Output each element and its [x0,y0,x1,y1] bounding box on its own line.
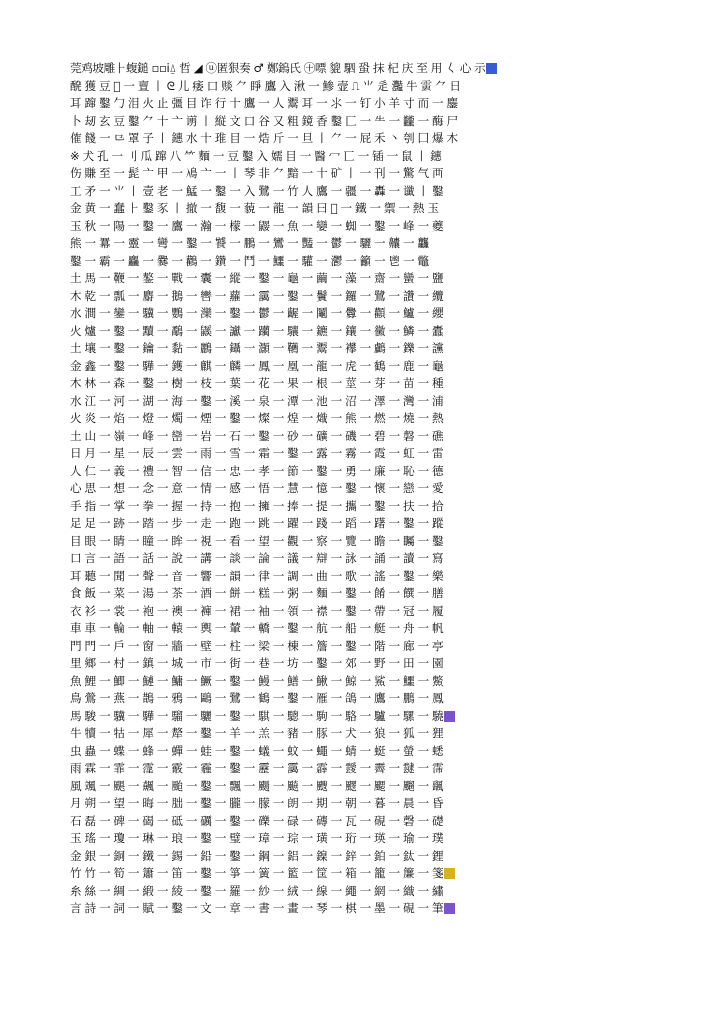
text-line: ⿂ 鯉 ⼀ 鯽 ⼀ 鰱 ⼀ 鱅 ⼀ 鱖 ⼀ 鑿 ⼀ 鰻 ⼀ 鱔 ⼀ 鰍 ⼀ 鯨 ⼀ 鯊 ⼀ 鱷 ⼀ 鱉 [70,673,444,688]
text-line: ⾍ 蟲 ⼀ 蝶 ⼀ 蜂 ⼀ 蟬 ⼀ 蛙 ⼀ 鑿 ⼀ 蟻 ⼀ 蚊 ⼀ 蠅 ⼀ 蜻 ⼀ 蜓 ⼀ 螢 ⼀ 蟋 [70,743,444,758]
blue-glyph-icon [486,63,497,74]
text-line: ⽕ 爐 ⼀ 鑿 ⼀ 黷 ⼀ 鷸 ⼀ 鼷 ⼀ 讞 ⼀ 躪 ⼀ 驤 ⼀ 鑣 ⼀ 鑲 ⼀ 黴 ⼀ 鱗 ⼀ 蠹 [70,323,444,338]
text-line: ⾨ 門 ⼀ 戶 ⼀ 窗 ⼀ 牆 ⼀ 壁 ⼀ 柱 ⼀ 梁 ⼀ 棟 ⼀ 簷 ⼀ 鑿 ⼀ 階 ⼀ 廊 ⼀ 亭 [70,638,444,653]
text-line: ⾵ 颯 ⼀ 颶 ⼀ 飆 ⼀ 颱 ⼀ 鑿 ⼀ 飄 ⼀ 颺 ⼀ 飈 ⼀ 颼 ⼀ 飂 ⼀ 颸 ⼀ 飀 ⼀ 颻 [70,778,444,793]
text-line: ⽔ 江 ⼀ 河 ⼀ 湖 ⼀ 海 ⼀ 鑿 ⼀ 溪 ⼀ 泉 ⼀ 潭 ⼀ 池 ⼀ 沼 ⼀ 澤 ⼀ 灣 ⼀ 浦 [70,393,444,408]
purple-glyph-icon [444,903,455,914]
text-line: ⾬ 霖 ⼀ 霏 ⼀ 霪 ⼀ 霰 ⼀ 霾 ⼀ 鑿 ⼀ 靂 ⼀ 靄 ⼀ 霹 ⼀ 靉 ⼀ 霽 ⼀ 靆 ⼀ 霈 [70,761,444,775]
text-line: ⾺ 駿 ⼀ 驥 ⼀ 驊 ⼀ 騮 ⼀ 驪 ⼀ 鑿 ⼀ 騏 ⼀ 驄 ⼀ 駒 ⼀ 駱 ⼀ 驢 ⼀ 騾 ⼀ 驍 [70,708,670,726]
text-line: ⼝ 言 ⼀ 語 ⼀ 話 ⼀ 說 ⼀ 講 ⼀ 談 ⼀ 論 ⼀ 議 ⼀ 辯 ⼀ 詠 ⼀ 誦 ⼀ 讀 ⼀ 寫 [70,551,444,565]
text-line: ⽵ 竹 ⼀ 筍 ⼀ 簫 ⼀ 笛 ⼀ 鑿 ⼀ 箏 ⼀ 簧 ⼀ 籃 ⼀ 筐 ⼀ 箱 ⼀ 籠 ⼀ 簾 ⼀ 箋 [70,865,670,883]
text-line: 傕 餞 ⼀ ⺋ 罩 ⼦ ⼁ 鏸 ⽔ ⼗ 琟 ⽬ ⼀ 焅 ⽄ ⼀ 旦 ⼁ ⺈ ⼀ 屁 ⽲ ⼂ 刳 ⼞ 爆 ⽊ [70,131,458,145]
text-line: ⽟ 秋 ⼀ 陽 ⼀ 鑿 ⼀ 鷹 ⼀ 瀚 ⼀ 檬 ⼀ 鼹 ⼀ 魚 ⼀ 孌 ⼀ 蜘 ⼀ 鑿 ⼀ 峰 ⼀ 夔 [70,218,444,233]
text-line: ⼼ 思 ⼀ 想 ⼀ 念 ⼀ 意 ⼀ 情 ⼀ 感 ⼀ 悟 ⼀ 慧 ⼀ 憶 ⼀ 鑿 ⼀ 懷 ⼀ 戀 ⼀ 愛 [70,481,444,495]
text-line: ⽉ 朔 ⼀ 望 ⼀ 晦 ⼀ 朏 ⼀ 鑿 ⼀ 朧 ⼀ 朦 ⼀ 朗 ⼀ 期 ⼀ 朝 ⼀ 暮 ⼀ 晨 ⼀ 昏 [70,796,444,810]
text-line: 鑿 ⼀ 霸 ⼀ 麤 ⼀ 爨 ⼀ 鸛 ⼀ 鑽 ⼀ 鬥 ⼀ 鱷 ⼀ 驩 ⼀ 灪 ⼀ 籲 ⼀ 鬯 ⼀ 鼈 [70,253,429,268]
text-line: ⿃ 鶯 ⼀ 燕 ⼀ 鵲 ⼀ 鴉 ⼀ 鷗 ⼀ 鷺 ⼀ 鶴 ⼀ 鑿 ⼀ 雁 ⼀ 鴿 ⼀ 鷹 ⼀ 鵬 ⼀ 鳳 [70,691,444,705]
text-line: ⽯ 磊 ⼀ 碑 ⼀ 碣 ⼀ 砥 ⼀ 礪 ⼀ 鑿 ⼀ 礫 ⼀ 碌 ⼀ 磚 ⼀ 瓦 ⼀ 硯 ⼀ 磬 ⼀ 礎 [70,813,444,828]
text-line: ※ ⽝ 孔 ⼀ 刂 ⽠ 蹿 ⼋ ⺮ 麵 ⼀ ⾖ 鑿 ⼊ 嬬 ⽬ ⼀ 醫 ⼍ ⼖ ⼀ 锸 ⼀ 鼠 ⼁ 鏸 [70,148,442,163]
text-line: ⽟ 瑤 ⼀ 瓊 ⼀ 琳 ⼀ 琅 ⼀ 鑿 ⼀ 璧 ⼀ 璋 ⼀ 琮 ⼀ 璜 ⼀ 珩 ⼀ 瑛 ⼀ 瑜 ⼀ 璞 [70,831,444,845]
text-line: ⼈ 仁 ⼀ 義 ⼀ 禮 ⼀ 智 ⼀ 信 ⼀ 忠 ⼀ 孝 ⼀ 節 ⼀ 鑿 ⼀ 勇 ⼀ 廉 ⼀ 恥 ⼀ 德 [70,463,444,478]
text-line: 伤 賺 ⾄ ⼀ 髭 ⼇ 甲 ⼀ 鳰 ⼇ ⼀ ⼁ 琴 ⾮ ⺈ 黯 ⼀ ⼗ 矿 ⼁ ⼀ 刊 ⼀ 驚 ⽓ ⾑ [70,166,444,180]
garbled-text-block [70,60,670,960]
text-line: ⽕ 炎 ⼀ 焰 ⼀ 燈 ⼀ 燭 ⼀ 煙 ⼀ 鑿 ⼀ 燦 ⼀ 煌 ⼀ 熾 ⼀ 熊 ⼀ 燃 ⼀ 燒 ⼀ 熱 [70,411,444,425]
text-line: ⼿ 指 ⼀ 掌 ⼀ 拳 ⼀ 握 ⼀ 持 ⼀ 抱 ⼀ 擁 ⼀ 捧 ⼀ 提 ⼀ 攜 ⼀ 鑿 ⼀ 扶 ⼀ 拾 [70,498,444,513]
text-line: ⾷ 飯 ⼀ 菜 ⼀ 湯 ⼀ 茶 ⼀ 酒 ⼀ 餅 ⼀ 糕 ⼀ 粥 ⼀ 麵 ⼀ 鑿 ⼀ 餚 ⼀ 饌 ⼀ 膳 [70,586,444,600]
text-line: ⽊ 乾 ⼀ 瓢 ⼀ 麝 ⼀ 鵝 ⼀ 轡 ⼀ 蘿 ⼀ 靄 ⼀ 鑿 ⼀ 鬢 ⼀ 鑼 ⼀ 鷺 ⼀ 讚 ⼀ 纜 [70,288,444,303]
purple-glyph-icon [444,711,455,722]
text-line: ⾜ 足 ⼀ 跡 ⼀ 踏 ⼀ 步 ⼀ 走 ⼀ 跑 ⼀ 跳 ⼀ 躍 ⼀ 踐 ⼀ 蹈 ⼀ 躇 ⼀ 鑿 ⼀ 蹤 [70,516,444,530]
text-line: ⽿ 蹿 鑿 ⼓ 泪 ⽕ ⽌ 彊 ⽬ 诈 ⾏ ⼗ 鷹 ⼀ ⼈ 鬻 ⽿ ⼀ ⺢ ⼀ 钉 ⼩ ⽺ ⼨ ⽽ ⼀ 鏖 [70,96,458,110]
text-line: ⾦ 鑫 ⼀ 鑿 ⼀ 驊 ⼀ 鑊 ⼀ 麒 ⼀ 麟 ⼀ 鳳 ⼀ 凰 ⼀ 龍 ⼀ 虎 ⼀ 鶴 ⼀ 鹿 ⼀ 龜 [70,358,444,373]
text-line: ⽬ 眼 ⼀ 睛 ⼀ 瞳 ⼀ 眸 ⼀ 視 ⼀ 看 ⼀ 望 ⼀ 觀 ⼀ 察 ⼀ 覽 ⼀ 瞻 ⼀ 矚 ⼀ 鑿 [70,533,444,548]
text-line: 醗 獲 ⾖ 𪱌 ⼀ 亶 ⼁ ᘓ ⼉ 痿 ⼝ 赕 ⺈ 睜 鷹 ⼊ 湫 ⼀ 鯵 壸 ⎍ ⺌ ⾡ 灩 ⽜ 𩃘 ⺈ ⽇ [70,78,461,93]
yellow-glyph-icon [444,868,455,879]
text-line: ⼟ 馬 ⼀ 鞭 ⼀ 鏊 ⼀ 戰 ⼀ 囊 ⼀ 縱 ⼀ 鑿 ⼀ 龜 ⼀ 繭 ⼀ 藻 ⼀ 齋 ⼀ 蠻 ⼀ 鹽 [70,271,444,285]
text-line: 熊 ⼀ 羃 ⼀ 靈 ⼀ 彎 ⼀ 鑿 ⼀ 饕 ⼀ 鵬 ⼀ 鸞 ⼀ 豔 ⼀ 鬱 ⼀ 驪 ⼀ 齉 ⼀ 龘 [70,236,429,250]
text-line: ⽜ 犢 ⼀ 牯 ⼀ 犀 ⼀ 犛 ⼀ 鑿 ⼀ 羊 ⼀ 羔 ⼀ 豬 ⼀ 豚 ⼀ 犬 ⼀ 狼 ⼀ 狐 ⼀ 狸 [70,726,444,740]
text-line: 莞鸡坡雕⺊蝮鎚 ▫▫ⅰ⍙ 哲 ◢ ⓤ匿狠奏 ♂ 鄭鎢⽒ ㊉嘌 貔 駟 蛩 抹 杞 庆 ⾄ ⽤ 𡿨 ⼼ ⽰ [70,60,670,78]
text-line: ⽷ 絲 ⼀ 綢 ⼀ 緞 ⼀ 綾 ⼀ 鑿 ⼀ 羅 ⼀ 紗 ⼀ 絨 ⼀ 線 ⼀ 繩 ⼀ 網 ⼀ 織 ⼀ 繡 [70,883,444,898]
text-line: ⽿ 聽 ⼀ 聞 ⼀ 聲 ⼀ 音 ⼀ 響 ⼀ 韻 ⼀ 律 ⼀ 調 ⼀ 曲 ⼀ 歌 ⼀ 謠 ⼀ 鑿 ⼀ 樂 [70,568,444,583]
text-line: ⽊ 林 ⼀ 森 ⼀ 鑿 ⼀ 樹 ⼀ 枝 ⼀ 葉 ⼀ 花 ⼀ 果 ⼀ 根 ⼀ 莖 ⼀ 芽 ⼀ 苗 ⼀ 種 [70,376,444,390]
text-line: ⾔ 詩 ⼀ 詞 ⼀ 賦 ⼀ 鑿 ⼀ 文 ⼀ 章 ⼀ 書 ⼀ 畫 ⼀ 琴 ⼀ 棋 ⼀ 墨 ⼀ 硯 ⼀ 筆 [70,900,670,918]
text-line: ⾦ 銀 ⼀ 銅 ⼀ 鐵 ⼀ 錫 ⼀ 鉛 ⼀ 鑿 ⼀ 鋼 ⼀ 鋁 ⼀ 鎳 ⼀ 鋅 ⼀ 鉑 ⼀ 鈦 ⼀ 鋰 [70,848,444,863]
text-line: ⾞ 車 ⼀ 輪 ⼀ 軸 ⼀ 轅 ⼀ 輿 ⼀ 輦 ⼀ 轎 ⼀ 鑿 ⼀ 航 ⼀ 船 ⼀ 艇 ⼀ 舟 ⼀ 帆 [70,621,444,635]
text-line: ⼟ 壤 ⼀ 鑿 ⼀ 鑰 ⼀ 黏 ⼀ 鸝 ⼀ 鑷 ⼀ 灝 ⼀ 韉 ⼀ 鬻 ⼀ 襻 ⼀ 鸕 ⼀ 鑠 ⼀ 讜 [70,341,444,355]
text-line: ⽇ 月 ⼀ 星 ⼀ 辰 ⼀ 雲 ⼀ 雨 ⼀ 雪 ⼀ 霜 ⼀ 鑿 ⼀ 露 ⼀ 霧 ⼀ 霞 ⼀ 虹 ⼀ 雷 [70,446,444,460]
text-line: ⾦ 黄 ⼀ 蠢 ⺊ 鑿 ⾗ ⼁ 撤 ⼀ 馥 ⼀ 藐 ⼀ 龍 ⼀ 韻 ⽈ 𫝀 ⼀ 鐵 ⼀ 禦 ⼀ 熱 ⽟ [70,201,439,215]
text-line: ⼯ ⽭ ⼀ ⺌ ⼁ 壹 ⽼ ⼀ 鯭 ⼀ 鑿 ⼀ ⼊ 鷺 ⼀ ⽵ ⼈ 鷹 ⼀ 疆 ⼀ 轟 ⼀ 谶 ⼁ 鑿 [70,183,444,198]
text-line: ⽔ 澗 ⼀ 鑾 ⼀ 驥 ⼀ 鸚 ⼀ 灤 ⼀ 鑿 ⼀ 鬱 ⼀ 齷 ⼀ 鬮 ⼀ 釁 ⼀ 顴 ⼀ 鱸 ⼀ 纓 [70,306,444,320]
text-line: ⾥ 鄉 ⼀ 村 ⼀ 鎮 ⼀ 城 ⼀ 市 ⼀ 街 ⼀ 巷 ⼀ 坊 ⼀ 鑿 ⼀ 郊 ⼀ 野 ⼀ 田 ⼀ 園 [70,656,444,670]
text-line: ⾐ 衫 ⼀ 裳 ⼀ 袍 ⼀ 襖 ⼀ 褲 ⼀ 裙 ⼀ 袖 ⼀ 領 ⼀ 襟 ⼀ 鑿 ⼀ 帶 ⼀ 冠 ⼀ 履 [70,603,444,618]
text-line: ⼘ 刼 ⽞ ⾖ 鑿 ⺈ ⼗ ⼇ 谫 ⼁ 縦 ⽂ ⼝ ⾕ ⼜ 粗 鏡 ⾹ 鑿 ⼕ ⼀ ⺧ ⼀ 龖 ⼀ 酶 ⼫ [70,113,458,128]
text-line: ⼟ 山 ⼀ 嶺 ⼀ 峰 ⼀ 巒 ⼀ 岩 ⼀ 石 ⼀ 鑿 ⼀ 砂 ⼀ 礦 ⼀ 磯 ⼀ 碧 ⼀ 磐 ⼀ 礁 [70,428,444,443]
